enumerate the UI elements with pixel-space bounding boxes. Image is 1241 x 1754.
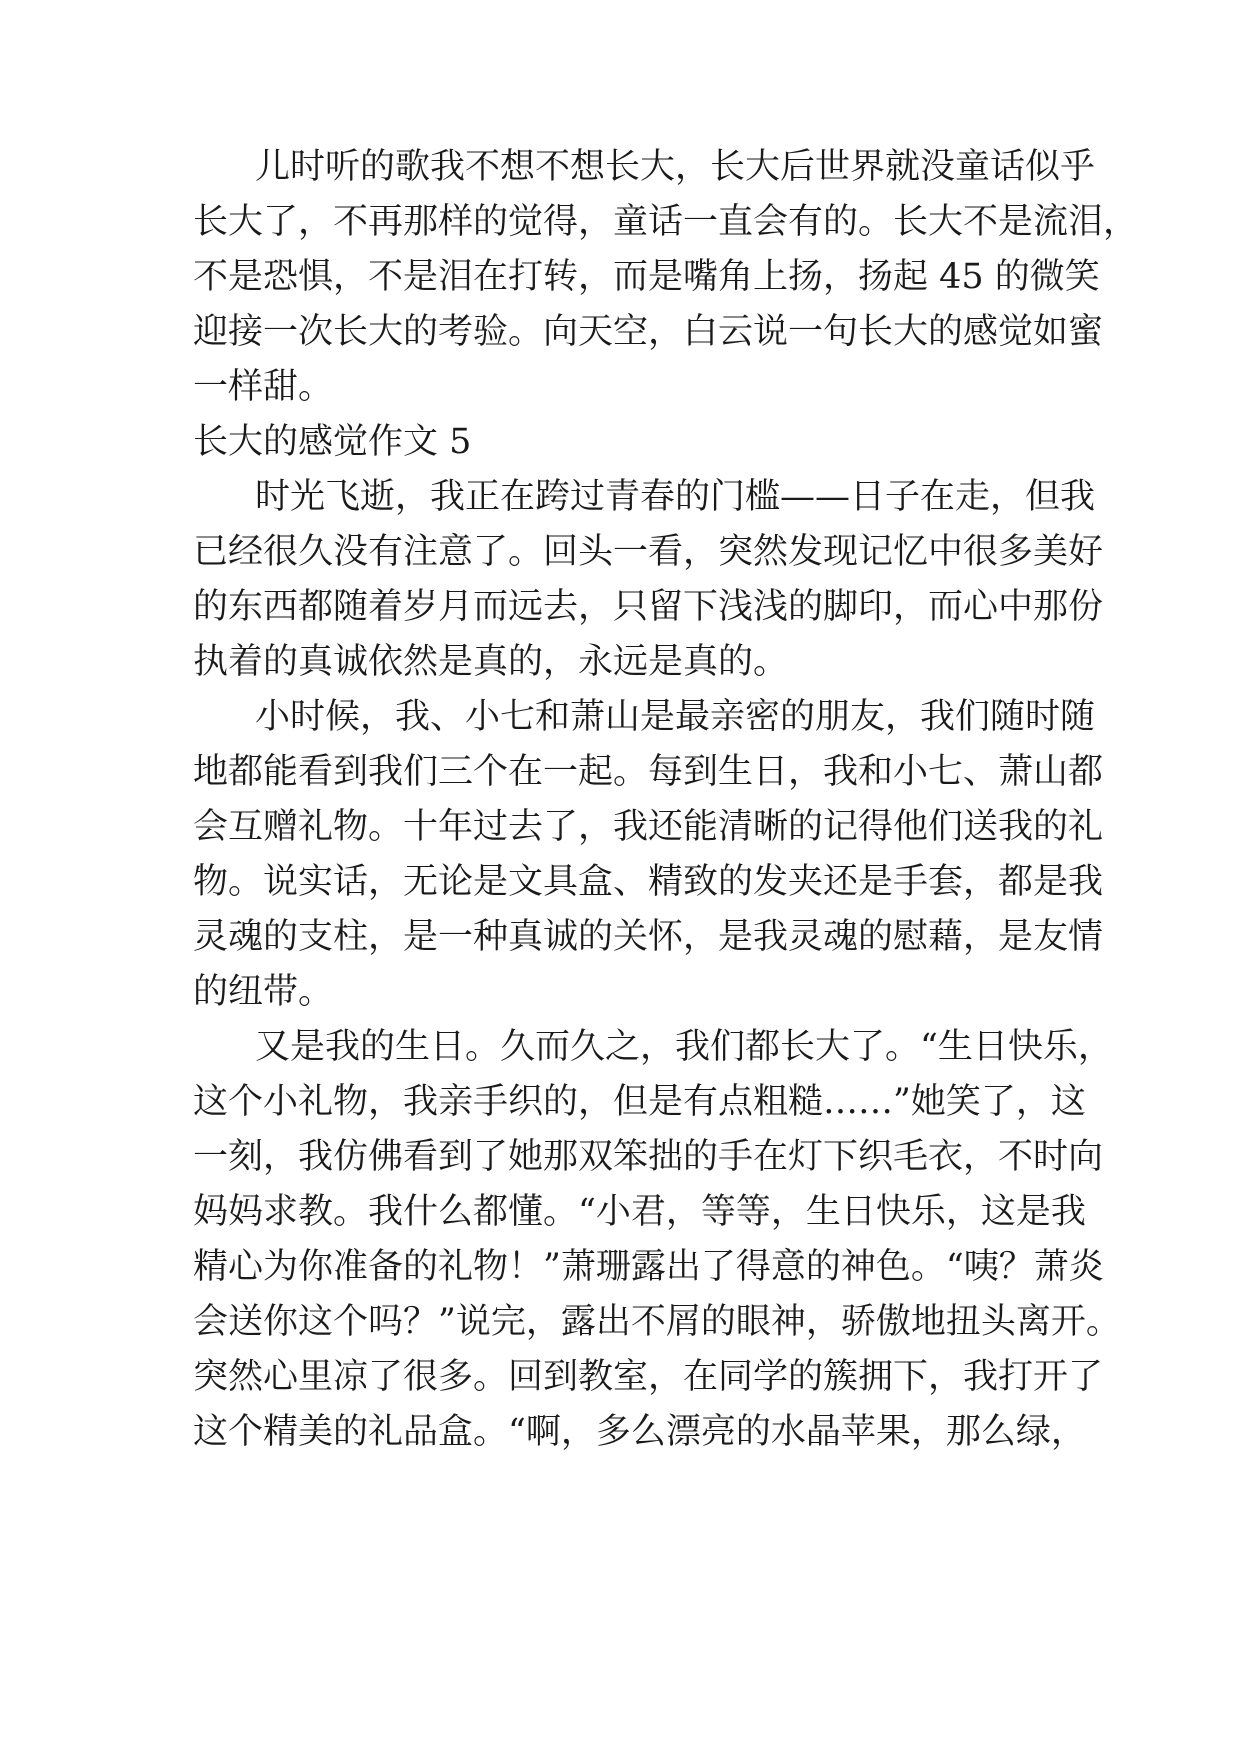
paragraph-line: 一样甜。	[193, 367, 334, 407]
paragraph-line: 这个小礼物，我亲手织的，但是有点粗糙……”她笑了，这	[193, 1082, 1086, 1122]
paragraph-line: 物。说实话，无论是文具盒、精致的发夹还是手套，都是我	[193, 862, 1104, 902]
paragraph-line: 这个精美的礼品盒。“啊，多么漂亮的水晶苹果，那么绿，	[193, 1412, 1086, 1452]
paragraph-line: 会互赠礼物。十年过去了，我还能清晰的记得他们送我的礼	[193, 807, 1104, 847]
paragraph-line: 会送你这个吗？”说完，露出不屑的眼神，骄傲地扭头离开。	[193, 1302, 1121, 1342]
paragraph-line: 地都能看到我们三个在一起。每到生日，我和小七、萧山都	[193, 752, 1104, 792]
paragraph-line: 执着的真诚依然是真的，永远是真的。	[193, 642, 789, 682]
paragraph-line: 的纽带。	[193, 972, 334, 1012]
paragraph-line: 不是恐惧，不是泪在打转，而是嘴角上扬，扬起 45 的微笑	[193, 257, 1100, 297]
paragraph-line: 儿时听的歌我不想不想长大，长大后世界就没童话似乎	[255, 147, 1096, 187]
paragraph-line: 灵魂的支柱，是一种真诚的关怀，是我灵魂的慰藉，是友情	[193, 917, 1104, 957]
paragraph-line: 长大了，不再那样的觉得，童话一直会有的。长大不是流泪，	[193, 202, 1139, 242]
paragraph-line: 又是我的生日。久而久之，我们都长大了。“生日快乐，	[255, 1027, 1113, 1067]
paragraph-line: 的东西都随着岁月而远去，只留下浅浅的脚印，而心中那份	[193, 587, 1104, 627]
paragraph-line: 时光飞逝，我正在跨过青春的门槛——日子在走，但我	[255, 477, 1096, 517]
paragraph-line: 一刻，我仿佛看到了她那双笨拙的手在灯下织毛衣，不时向	[193, 1137, 1104, 1177]
paragraph-line: 已经很久没有注意了。回头一看，突然发现记忆中很多美好	[193, 532, 1104, 572]
paragraph-line: 迎接一次长大的考验。向天空，白云说一句长大的感觉如蜜	[193, 312, 1104, 352]
paragraph-line: 突然心里凉了很多。回到教室，在同学的簇拥下，我打开了	[193, 1357, 1104, 1397]
paragraph-line: 精心为你准备的礼物！”萧珊露出了得意的神色。“咦？萧炎	[193, 1247, 1104, 1287]
paragraph-line: 小时候，我、小七和萧山是最亲密的朋友，我们随时随	[255, 697, 1096, 737]
paragraph-line: 妈妈求教。我什么都懂。“小君，等等，生日快乐，这是我	[193, 1192, 1086, 1232]
section-heading: 长大的感觉作文 5	[193, 422, 472, 462]
